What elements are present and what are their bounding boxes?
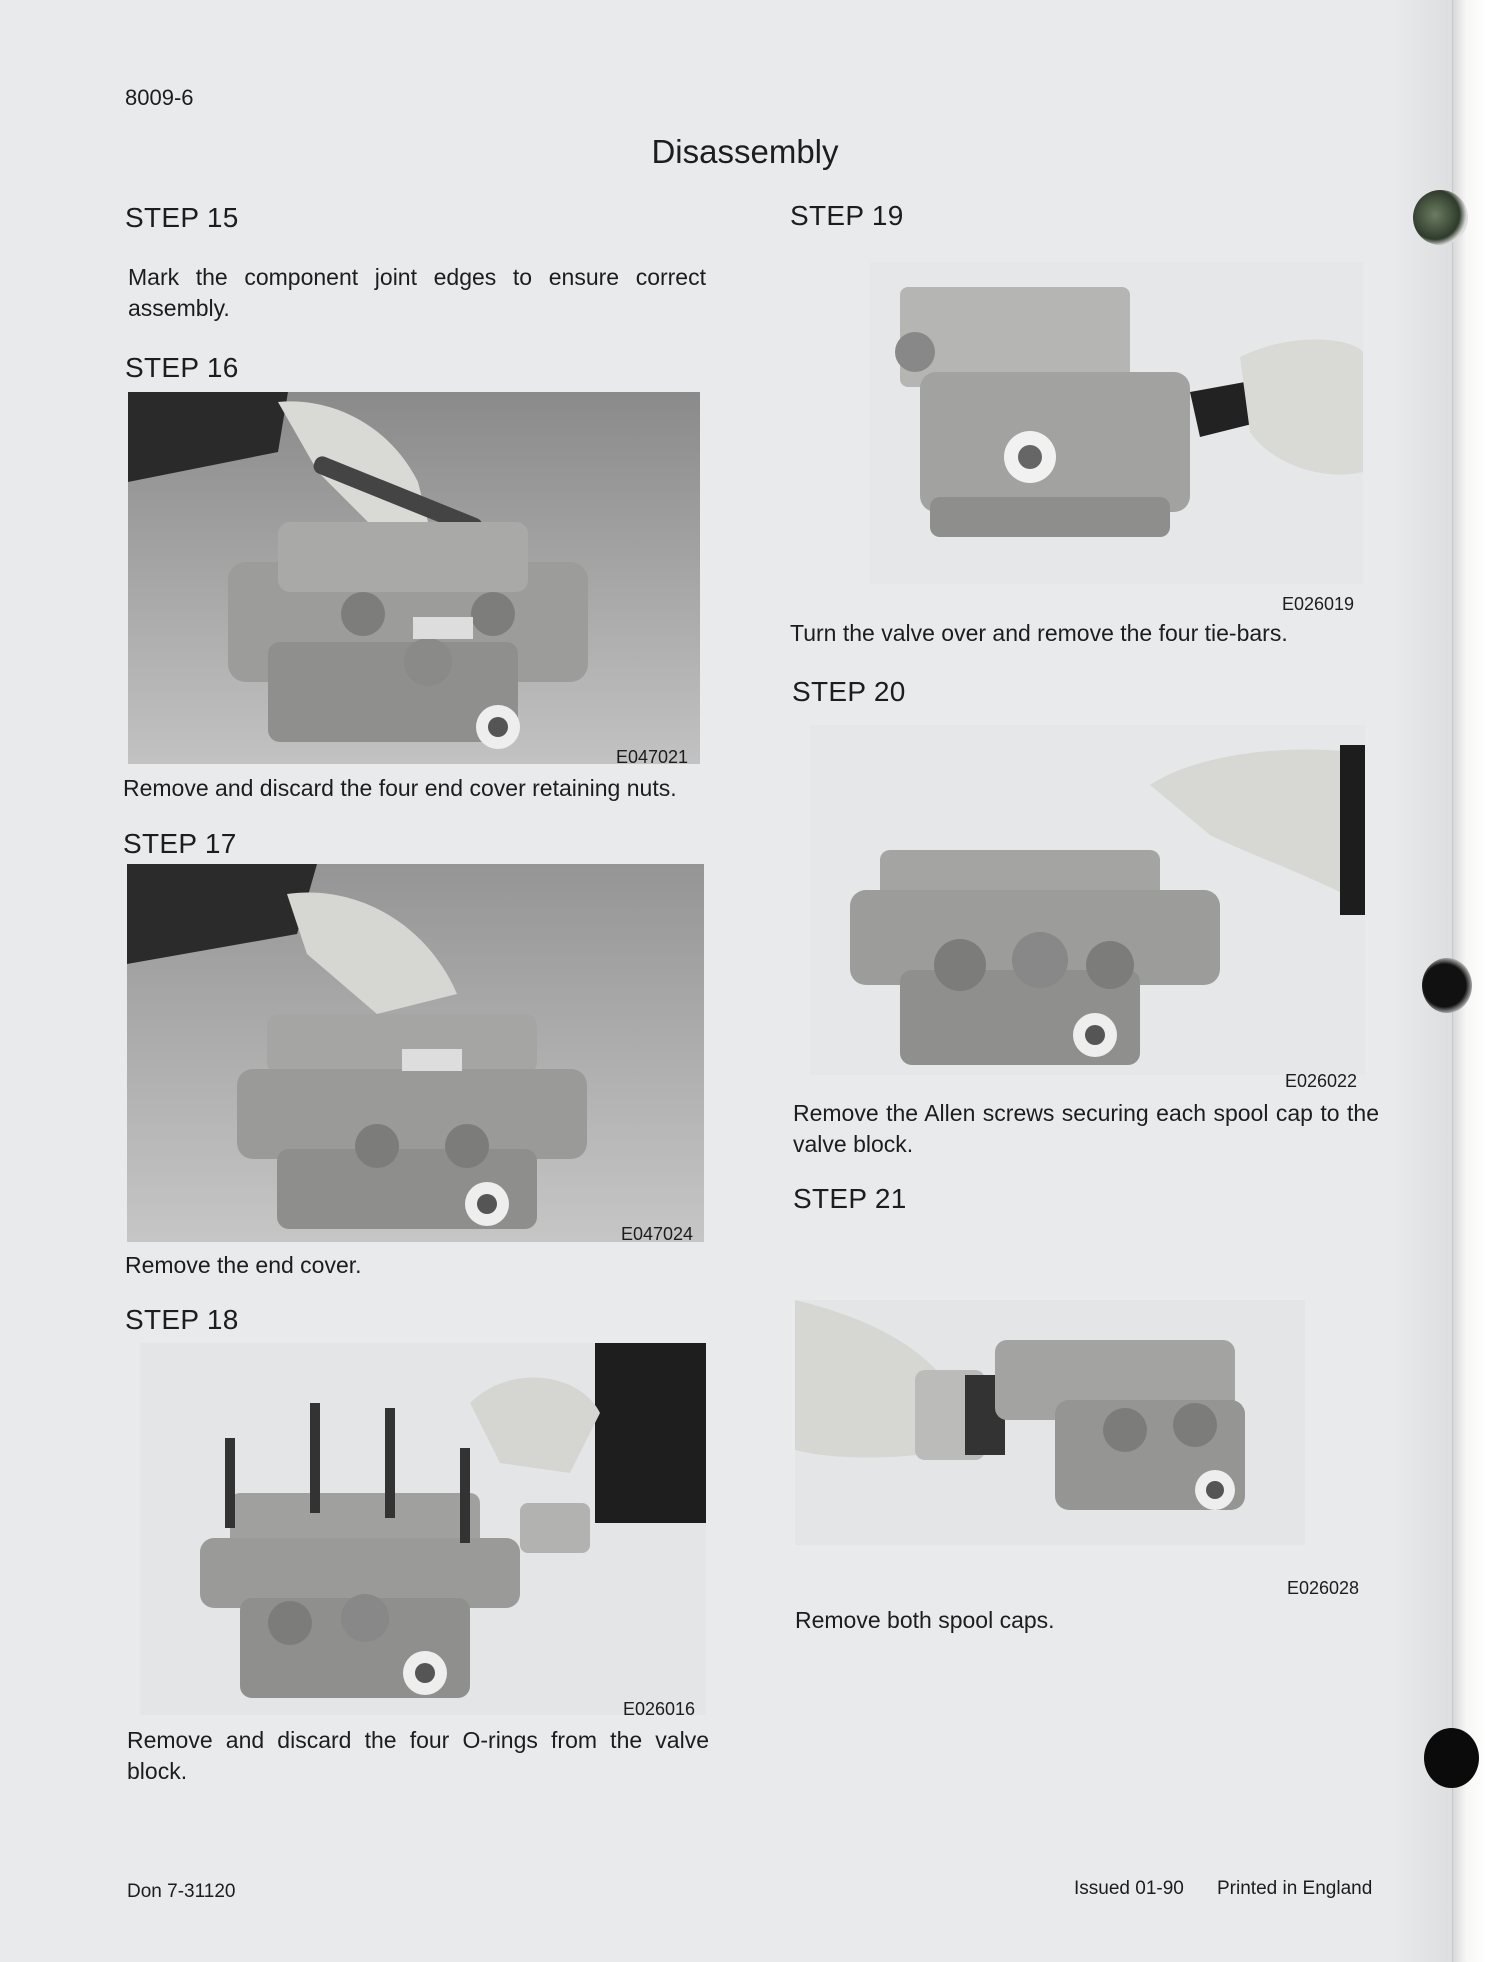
- step-15-caption: Mark the component joint edges to ensure correct assembly.: [128, 264, 706, 321]
- step-21-heading: STEP 21: [793, 1183, 907, 1214]
- binder-hole-middle: [1422, 958, 1472, 1013]
- issued-date: Issued 01-90: [1074, 1878, 1184, 1899]
- binder-hole-top: [1413, 190, 1468, 245]
- step-20-caption: Remove the Allen screws securing each spool cap to the valve block.: [793, 1100, 1379, 1157]
- step-21-caption: Remove both spool caps.: [795, 1607, 1055, 1633]
- step-16-figure-code: E047021: [616, 747, 689, 767]
- step-18-photo: [140, 1343, 706, 1715]
- step-16-photo: [128, 392, 700, 764]
- step-19-caption: Turn the valve over and remove the four tie-bars.: [790, 620, 1288, 646]
- document-code: Don 7-31120: [127, 1881, 236, 1902]
- step-17-figure-code: E047024: [621, 1224, 694, 1244]
- step-21-figure-code: E026028: [1287, 1578, 1360, 1598]
- step-20-figure-code: E026022: [1285, 1071, 1358, 1091]
- step-15-heading: STEP 15: [125, 202, 239, 233]
- step-18-caption: Remove and discard the four O-rings from the valve block.: [127, 1727, 709, 1784]
- step-20-heading: STEP 20: [792, 676, 906, 707]
- page-number: 8009-6: [125, 85, 194, 110]
- step-18-heading: STEP 18: [125, 1304, 239, 1335]
- step-19-heading: STEP 19: [790, 200, 904, 231]
- step-18-figure-code: E026016: [623, 1699, 696, 1719]
- step-21-photo: [795, 1300, 1305, 1545]
- step-19-photo: [870, 262, 1363, 584]
- printed-location: Printed in England: [1217, 1878, 1373, 1899]
- page-title: Disassembly: [651, 133, 839, 170]
- binder-hole-bottom: [1424, 1728, 1479, 1788]
- step-16-heading: STEP 16: [125, 352, 239, 383]
- step-20-photo: [810, 725, 1365, 1075]
- step-17-photo: [127, 864, 704, 1242]
- step-16-caption: Remove and discard the four end cover retaining nuts.: [123, 775, 677, 801]
- step-17-caption: Remove the end cover.: [125, 1252, 362, 1278]
- step-19-figure-code: E026019: [1282, 594, 1355, 614]
- step-17-heading: STEP 17: [123, 828, 237, 859]
